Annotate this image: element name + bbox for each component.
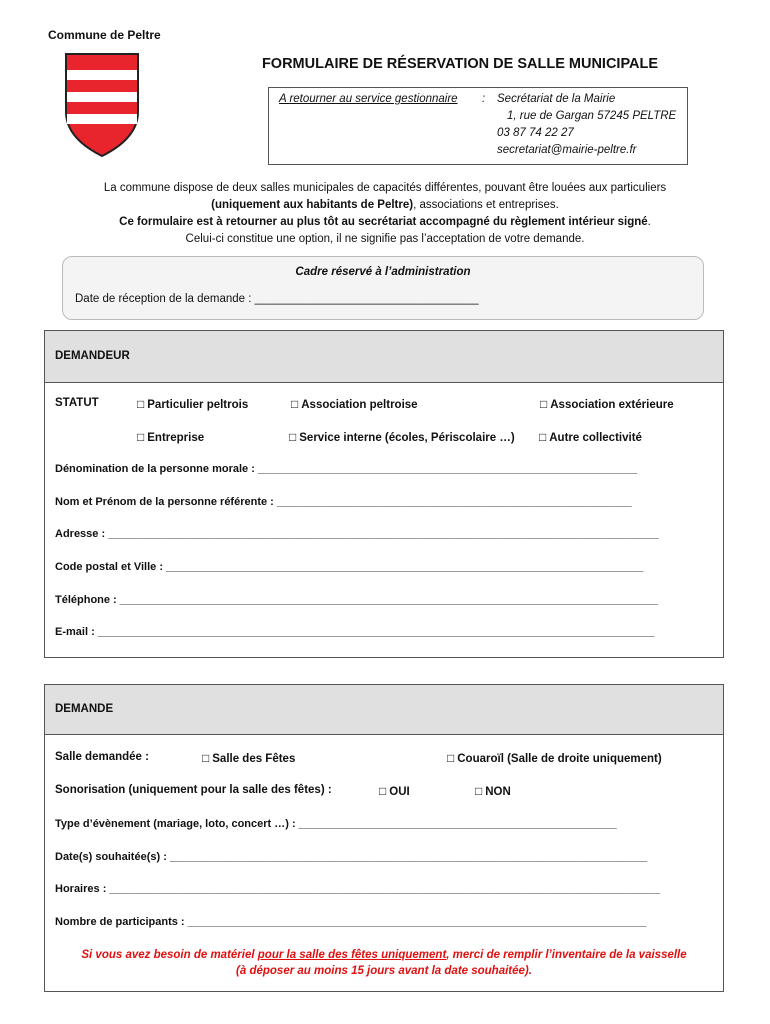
- address-field[interactable]: Adresse : __________________________________________________________________________________________: [55, 528, 659, 540]
- option-sono-non[interactable]: [475, 784, 511, 798]
- warning-text: Si vous avez besoin de matériel: [81, 949, 258, 961]
- option-label: NON: [485, 786, 511, 798]
- option-label: Association peltroise: [301, 399, 418, 411]
- address-line: secretariat@mairie-peltre.fr: [497, 144, 637, 156]
- checkbox-icon[interactable]: □: [475, 784, 483, 798]
- page-title: FORMULAIRE DE RÉSERVATION DE SALLE MUNICIPALE: [261, 56, 659, 72]
- denomination-field[interactable]: Dénomination de la personne morale : ______________________________________________________________: [55, 463, 638, 475]
- sonorisation-label: Sonorisation (uniquement pour la salle des fêtes) :: [55, 784, 332, 796]
- warning-underlined: pour la salle des fêtes uniquement: [257, 949, 447, 961]
- intro-line: [40, 197, 730, 214]
- option-label: OUI: [389, 786, 410, 798]
- option-entreprise[interactable]: [137, 430, 204, 444]
- option-label: Autre collectivité: [549, 432, 642, 444]
- intro-rest: .: [647, 216, 651, 228]
- demande-section: [44, 684, 724, 992]
- warning-text: , merci de remplir l’inventaire de la vaisselle: [446, 949, 687, 961]
- intro-text: [40, 180, 730, 248]
- intro-rest: , associations et entreprises.: [413, 199, 559, 211]
- option-salle-des-fetes[interactable]: [202, 751, 295, 765]
- option-particulier-peltrois[interactable]: [137, 397, 248, 411]
- checkbox-icon[interactable]: □: [137, 430, 145, 444]
- demande-heading: DEMANDE: [45, 685, 723, 735]
- warning-line: (à déposer au moins 15 jours avant la date souhaitée).: [236, 965, 532, 977]
- option-label: Service interne (écoles, Périscolaire …): [299, 432, 515, 444]
- intro-line: [40, 214, 730, 231]
- reception-date-field[interactable]: Date de réception de la demande : ___________________________________: [75, 293, 479, 305]
- option-label: Salle des Fêtes: [212, 753, 296, 765]
- option-sono-oui[interactable]: [379, 784, 410, 798]
- hours-field[interactable]: Horaires : __________________________________________________________________________________________: [55, 883, 660, 895]
- checkbox-icon[interactable]: □: [289, 430, 297, 444]
- phone-field[interactable]: Téléphone : ________________________________________________________________________________________: [55, 594, 659, 606]
- checkbox-icon[interactable]: □: [539, 430, 547, 444]
- checkbox-icon[interactable]: □: [202, 751, 210, 765]
- address-label: A retourner au service gestionnaire: [279, 93, 458, 105]
- intro-line: Celui-ci constitue une option, il ne signifie pas l’acceptation de votre demande.: [185, 233, 585, 245]
- address-line: 03 87 74 22 27: [497, 127, 574, 139]
- checkbox-icon[interactable]: □: [137, 397, 145, 411]
- address-line: Secrétariat de la Mairie: [497, 93, 616, 105]
- address-box: [268, 87, 688, 165]
- demandeur-section: [44, 330, 724, 658]
- option-association-exterieure[interactable]: [540, 397, 674, 411]
- intro-bold: (uniquement aux habitants de Peltre): [211, 199, 414, 211]
- option-label: Particulier peltrois: [147, 399, 249, 411]
- event-type-field[interactable]: Type d’évènement (mariage, loto, concert …) : ____________________________________________________: [55, 818, 617, 830]
- option-label: Couaroïl (Salle de droite uniquement): [457, 753, 662, 765]
- option-label: Entreprise: [147, 432, 205, 444]
- commune-name: Commune de Peltre: [48, 28, 161, 42]
- postal-city-field[interactable]: Code postal et Ville : ______________________________________________________________________________: [55, 561, 644, 573]
- option-couaroil[interactable]: [447, 751, 662, 765]
- checkbox-icon[interactable]: □: [447, 751, 455, 765]
- intro-line: La commune dispose de deux salles municipales de capacités différentes, pouvant être louées aux particuliers: [103, 182, 667, 194]
- address-separator: :: [482, 93, 486, 105]
- coat-of-arms-icon: [62, 50, 142, 160]
- checkbox-icon[interactable]: □: [291, 397, 299, 411]
- intro-bold: Ce formulaire est à retourner au plus tôt au secrétariat accompagné du règlement intérieur signé: [119, 216, 648, 228]
- checkbox-icon[interactable]: □: [540, 397, 548, 411]
- option-association-peltroise[interactable]: [291, 397, 418, 411]
- referent-name-field[interactable]: Nom et Prénom de la personne référente : __________________________________________________________: [55, 496, 632, 508]
- address-line: 1, rue de Gargan 57245 PELTRE: [507, 110, 677, 122]
- warning-notice: [45, 947, 723, 979]
- dates-field[interactable]: Date(s) souhaitée(s) : ______________________________________________________________________________: [55, 851, 648, 863]
- statut-label: STATUT: [55, 397, 99, 409]
- option-service-interne[interactable]: [289, 430, 515, 444]
- admin-title: Cadre réservé à l’administration: [295, 266, 471, 278]
- demandeur-heading: DEMANDEUR: [45, 331, 723, 383]
- option-autre-collectivite[interactable]: [539, 430, 642, 444]
- option-label: Association extérieure: [550, 399, 674, 411]
- checkbox-icon[interactable]: □: [379, 784, 387, 798]
- admin-box: [62, 256, 704, 320]
- participants-field[interactable]: Nombre de participants : ___________________________________________________________________________: [55, 916, 647, 928]
- salle-label: Salle demandée :: [55, 751, 149, 763]
- email-field[interactable]: E-mail : ___________________________________________________________________________________________: [55, 626, 655, 638]
- warning-line: [45, 947, 723, 963]
